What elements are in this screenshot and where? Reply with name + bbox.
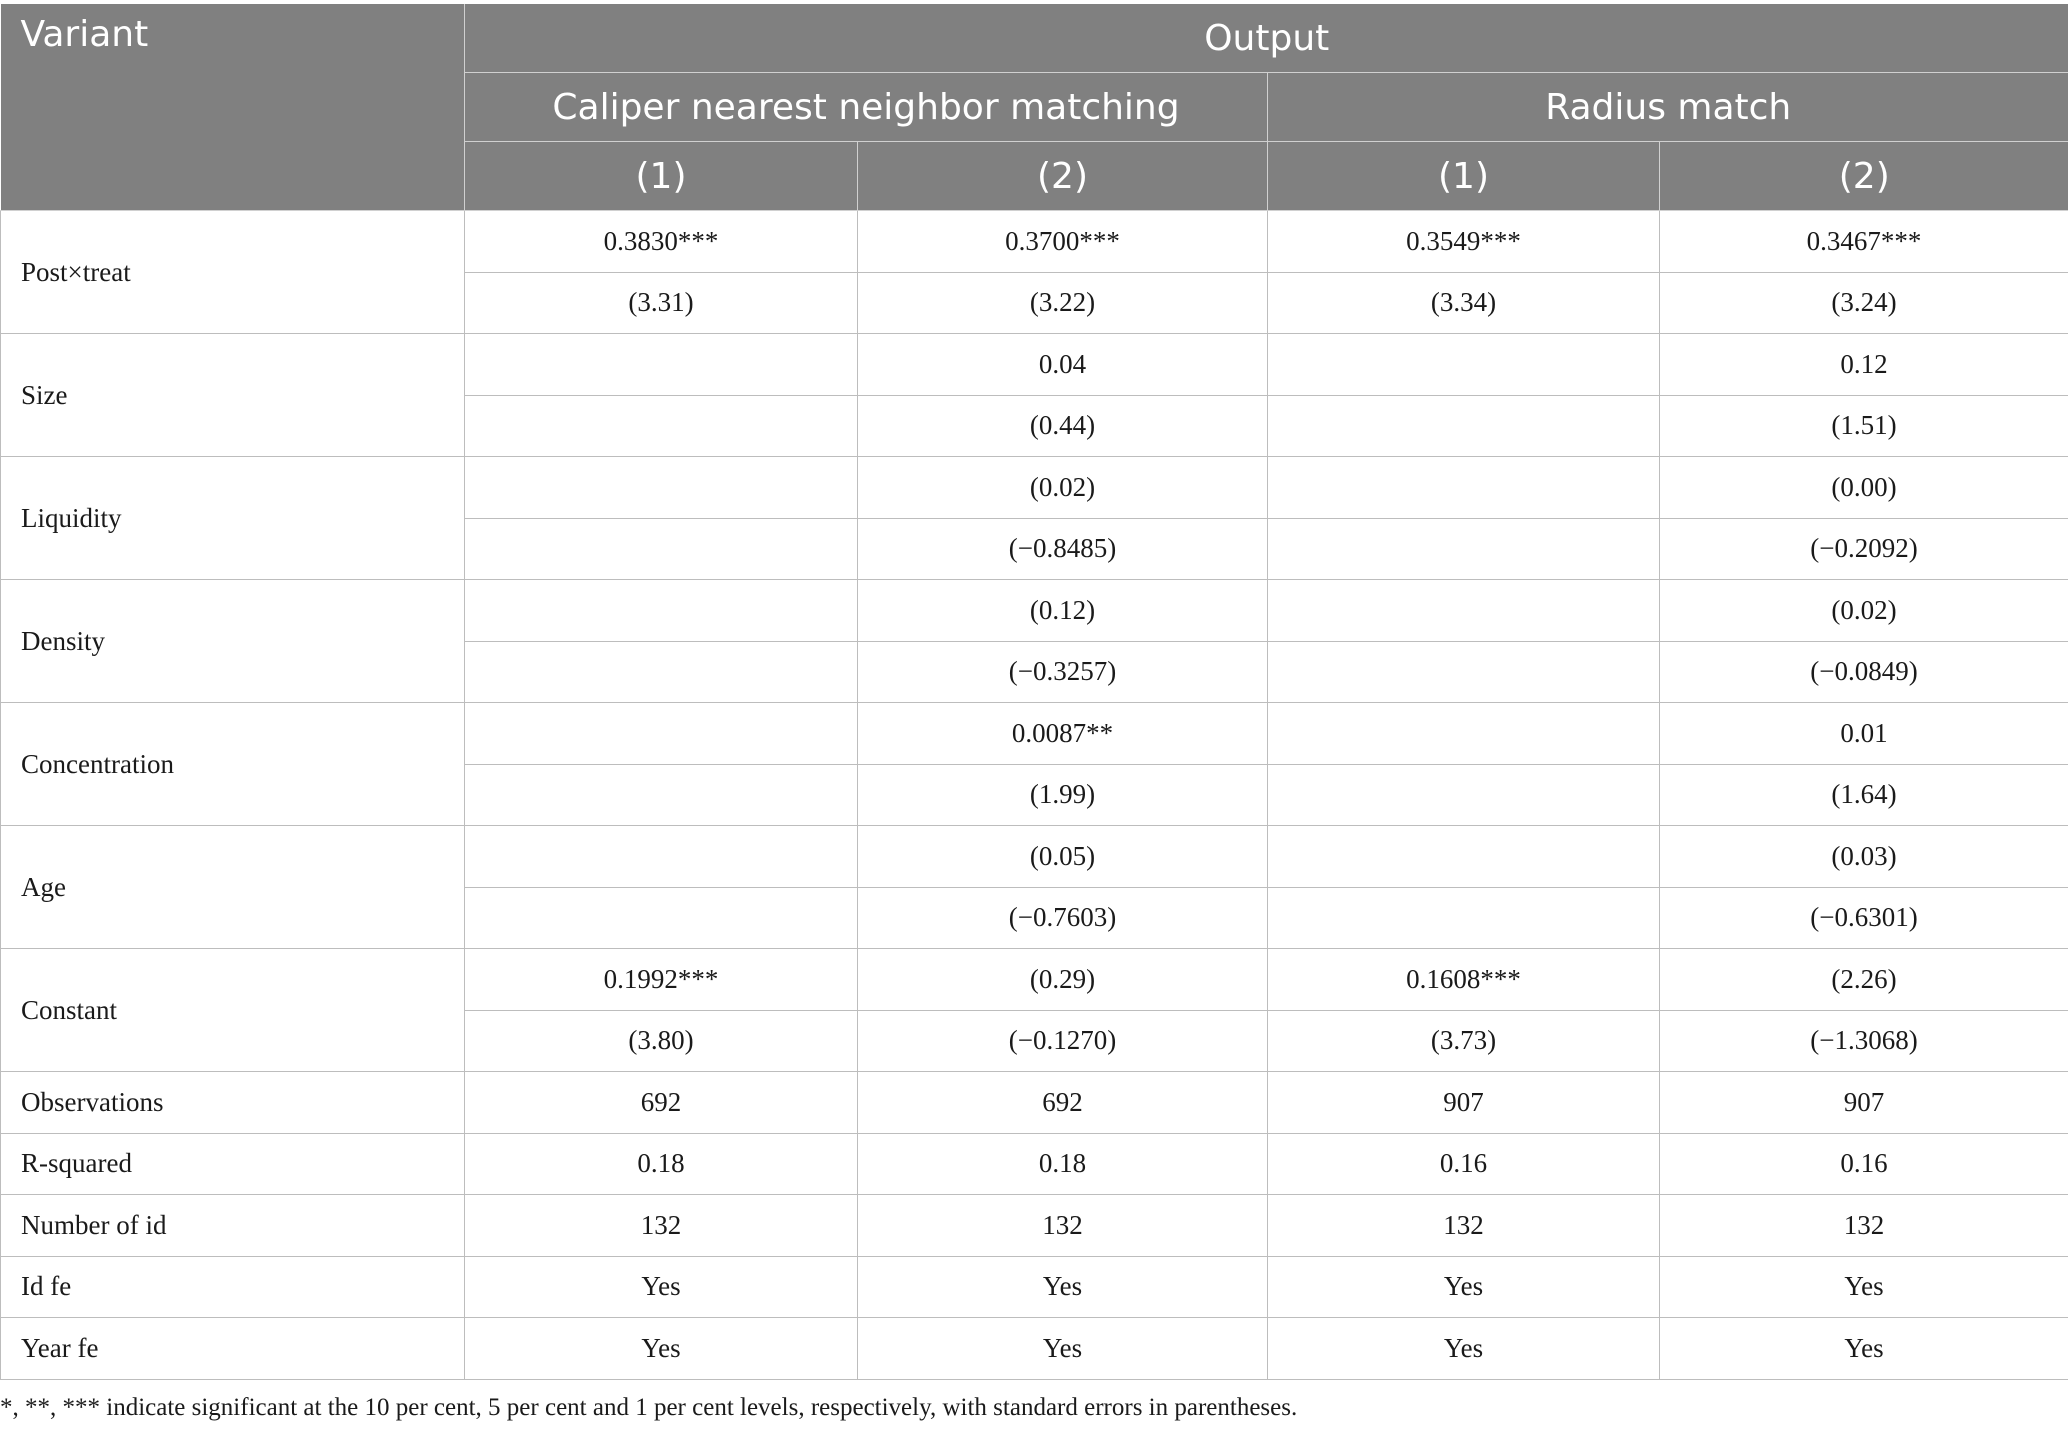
- se-cell: [465, 395, 858, 457]
- se-cell: [465, 641, 858, 703]
- header-group-caliper: Caliper nearest neighbor matching: [465, 73, 1268, 142]
- table-body: [1, 211, 2068, 1380]
- table-row: [1, 457, 2068, 519]
- stat-cell: Yes: [858, 1256, 1268, 1318]
- header-col-2: (2): [858, 142, 1268, 211]
- coef-cell: 0.1608***: [1268, 949, 1660, 1011]
- row-label: R-squared: [1, 1133, 465, 1195]
- coef-cell: 0.12: [1660, 334, 2068, 396]
- stat-cell: 692: [465, 1072, 858, 1134]
- table-footnote: *, **, *** indicate significant at the 10 per cent, 5 per cent and 1 per cent levels, respectively, with standard errors in parentheses.: [0, 1394, 1298, 1421]
- header-variant: Variant: [1, 4, 465, 211]
- coef-cell: 0.3467***: [1660, 211, 2068, 273]
- coef-cell: [465, 703, 858, 765]
- coef-cell: [465, 457, 858, 519]
- coef-cell: [465, 580, 858, 642]
- stat-cell: Yes: [1268, 1318, 1660, 1380]
- row-label: Density: [1, 580, 465, 703]
- se-cell: (3.73): [1268, 1010, 1660, 1072]
- stat-cell: 132: [465, 1195, 858, 1257]
- table-row: [1, 211, 2068, 273]
- stat-cell: 132: [1660, 1195, 2068, 1257]
- se-cell: (−0.8485): [858, 518, 1268, 580]
- se-cell: [1268, 641, 1660, 703]
- coef-cell: (0.00): [1660, 457, 2068, 519]
- table-row: [1, 949, 2068, 1011]
- coef-cell: (0.02): [1660, 580, 2068, 642]
- coef-cell: [465, 826, 858, 888]
- coef-cell: 0.3700***: [858, 211, 1268, 273]
- stat-row: [1, 1133, 2068, 1195]
- stat-row: [1, 1318, 2068, 1380]
- coef-cell: (0.03): [1660, 826, 2068, 888]
- stat-cell: 907: [1268, 1072, 1660, 1134]
- se-cell: [465, 518, 858, 580]
- se-cell: (3.24): [1660, 272, 2068, 334]
- se-cell: (1.99): [858, 764, 1268, 826]
- se-cell: (3.22): [858, 272, 1268, 334]
- row-label: Id fe: [1, 1256, 465, 1318]
- se-cell: [1268, 395, 1660, 457]
- coef-cell: [1268, 334, 1660, 396]
- stat-cell: 907: [1660, 1072, 2068, 1134]
- stat-cell: Yes: [465, 1318, 858, 1380]
- se-cell: (3.34): [1268, 272, 1660, 334]
- se-cell: (−0.6301): [1660, 887, 2068, 949]
- stat-cell: Yes: [1660, 1256, 2068, 1318]
- coef-cell: 0.1992***: [465, 949, 858, 1011]
- header-col-4: (2): [1660, 142, 2068, 211]
- stat-row: [1, 1072, 2068, 1134]
- coef-cell: (0.05): [858, 826, 1268, 888]
- table-row: [1, 826, 2068, 888]
- coef-cell: 0.01: [1660, 703, 2068, 765]
- row-label: Size: [1, 334, 465, 457]
- coef-cell: (2.26): [1660, 949, 2068, 1011]
- regression-table: [0, 4, 2068, 1380]
- se-cell: [1268, 764, 1660, 826]
- stat-cell: Yes: [1268, 1256, 1660, 1318]
- stat-cell: 0.18: [858, 1133, 1268, 1195]
- coef-cell: [1268, 703, 1660, 765]
- se-cell: (−1.3068): [1660, 1010, 2068, 1072]
- se-cell: (1.64): [1660, 764, 2068, 826]
- table-row: [1, 334, 2068, 396]
- coef-cell: 0.3830***: [465, 211, 858, 273]
- coef-cell: [465, 334, 858, 396]
- header-group-radius: Radius match: [1268, 73, 2068, 142]
- header-col-1: (1): [465, 142, 858, 211]
- stat-row: [1, 1195, 2068, 1257]
- table-header: [1, 4, 2068, 211]
- stat-cell: Yes: [1660, 1318, 2068, 1380]
- coef-cell: 0.04: [858, 334, 1268, 396]
- coef-cell: [1268, 457, 1660, 519]
- se-cell: (−0.0849): [1660, 641, 2068, 703]
- table-row: [1, 703, 2068, 765]
- stat-cell: 132: [1268, 1195, 1660, 1257]
- se-cell: (1.51): [1660, 395, 2068, 457]
- se-cell: (−0.3257): [858, 641, 1268, 703]
- se-cell: (3.31): [465, 272, 858, 334]
- stat-row: [1, 1256, 2068, 1318]
- stat-cell: Yes: [465, 1256, 858, 1318]
- row-label: Liquidity: [1, 457, 465, 580]
- se-cell: [1268, 518, 1660, 580]
- stat-cell: 692: [858, 1072, 1268, 1134]
- se-cell: (0.44): [858, 395, 1268, 457]
- coef-cell: (0.12): [858, 580, 1268, 642]
- stat-cell: 0.16: [1268, 1133, 1660, 1195]
- se-cell: (−0.2092): [1660, 518, 2068, 580]
- row-label: Concentration: [1, 703, 465, 826]
- header-col-3: (1): [1268, 142, 1660, 211]
- se-cell: (−0.7603): [858, 887, 1268, 949]
- stat-cell: 132: [858, 1195, 1268, 1257]
- stat-cell: 0.18: [465, 1133, 858, 1195]
- coef-cell: [1268, 580, 1660, 642]
- coef-cell: 0.0087**: [858, 703, 1268, 765]
- se-cell: [465, 764, 858, 826]
- row-label: Observations: [1, 1072, 465, 1134]
- row-label: Constant: [1, 949, 465, 1072]
- coef-cell: (0.02): [858, 457, 1268, 519]
- row-label: Age: [1, 826, 465, 949]
- row-label: Post×treat: [1, 211, 465, 334]
- se-cell: [1268, 887, 1660, 949]
- table-row: [1, 580, 2068, 642]
- coef-cell: (0.29): [858, 949, 1268, 1011]
- se-cell: (−0.1270): [858, 1010, 1268, 1072]
- header-output: Output: [465, 4, 2068, 73]
- row-label: Year fe: [1, 1318, 465, 1380]
- row-label: Number of id: [1, 1195, 465, 1257]
- coef-cell: 0.3549***: [1268, 211, 1660, 273]
- se-cell: (3.80): [465, 1010, 858, 1072]
- se-cell: [465, 887, 858, 949]
- coef-cell: [1268, 826, 1660, 888]
- stat-cell: Yes: [858, 1318, 1268, 1380]
- stat-cell: 0.16: [1660, 1133, 2068, 1195]
